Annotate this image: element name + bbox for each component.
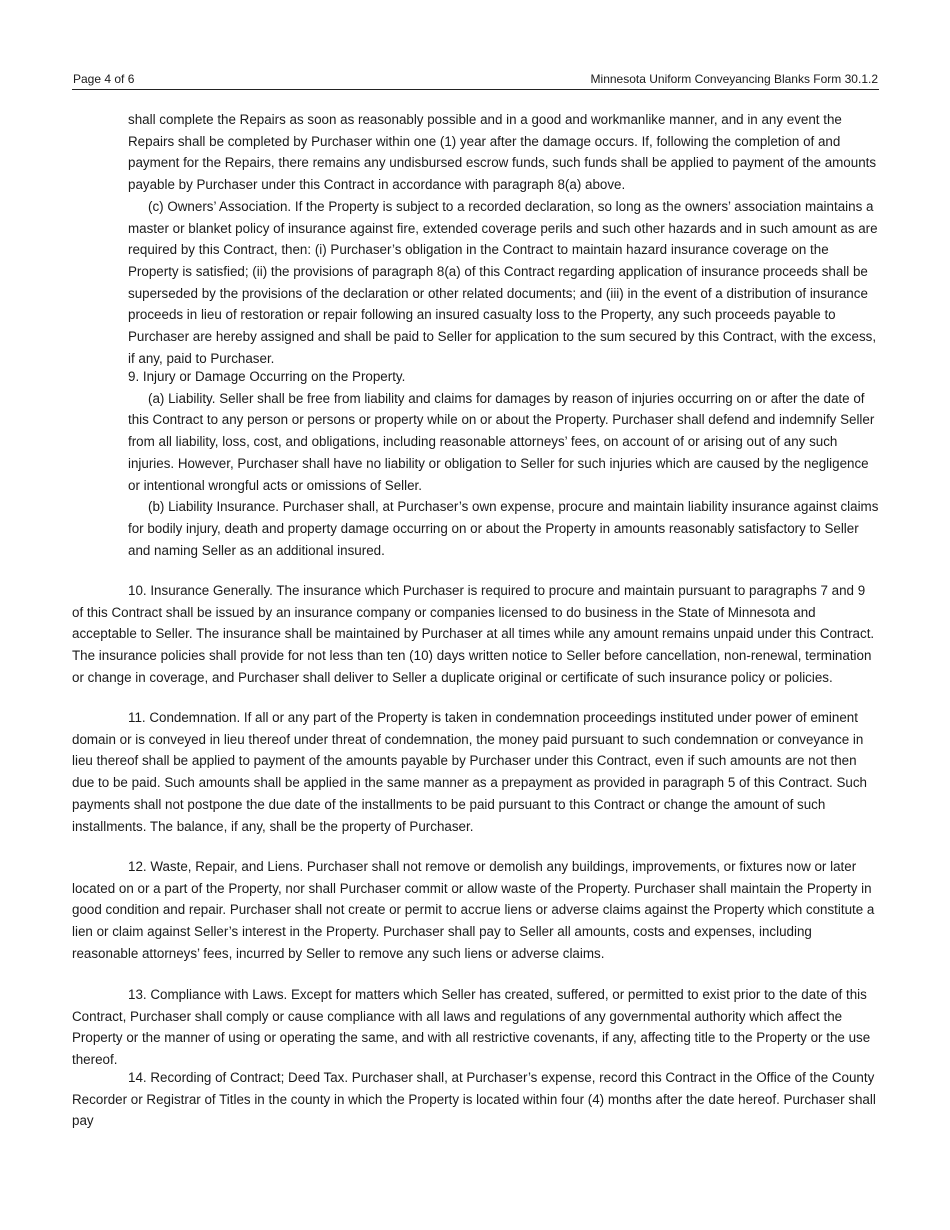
section-9-heading: 9. Injury or Damage Occurring on the Property. [128,369,406,384]
section-12-waste-repair-liens: 12. Waste, Repair, and Liens. Purchaser shall not remove or demolish any buildings, improvements, or fixtures now or later located on or a part of the Property, nor shall Purchaser commit or allow waste of the Property. Purchaser shall maintain the Property in good condition and repair. Purchaser shall not create or permit to accrue liens or adverse claims against the Property which constitute a lien or claim against Seller’s interest in the Property. Purchaser shall pay to Seller all amounts, costs and expenses, including reasonable attorneys’ fees, incurred by Seller to remove any such liens or adverse claims. [72,859,875,961]
section-9b-liability-insurance: (b) Liability Insurance. Purchaser shall, at Purchaser’s own expense, procure and maintain liability insurance against claims for bodily injury, death and property damage occurring on or about the Property in amounts reasonably satisfactory to Seller and naming Seller as an additional insured. [128,499,879,558]
section-12 [72,856,880,965]
section-14-recording-deed-tax: 14. Recording of Contract; Deed Tax. Purchaser shall, at Purchaser’s expense, record this Contract in the Office of the County Recorder or Registrar of Titles in the county in which the Property is located within four (4) months after the date hereof. Purchaser shall pay [72,1070,876,1129]
form-title: Minnesota Uniform Conveyancing Blanks Form 30.1.2 [590,72,878,86]
section-9 [128,366,880,561]
page-number: Page 4 of 6 [73,72,135,86]
section-11 [72,707,880,837]
page-header [72,70,879,90]
section-10-insurance-generally: 10. Insurance Generally. The insurance which Purchaser is required to procure and maintain pursuant to paragraphs 7 and 9 of this Contract shall be issued by an insurance company or companies licensed to do business in the State of Minnesota and acceptable to Seller. The insurance shall be maintained by Purchaser at all times while any amount remains unpaid under this Contract. The insurance policies shall provide for not less than ten (10) days written notice to Seller before cancellation, non-renewal, termination or change in coverage, and Purchaser shall deliver to Seller a duplicate original or certificate of such insurance policy or policies. [72,583,875,685]
section-13 [72,984,880,1071]
section-10 [72,580,880,689]
section-8-continued [128,109,880,369]
section-11-condemnation: 11. Condemnation. If all or any part of the Property is taken in condemnation proceedings instituted under power of eminent domain or is conveyed in lieu thereof under threat of condemnation, the money paid pursuant to such condemnation or conveyance in lieu thereof shall be applied to payment of the amounts payable by Purchaser under this Contract, even if such amounts are not then due to be paid. Such amounts shall be applied in the same manner as a prepayment as provided in paragraph 5 of this Contract. Such payments shall not postpone the due date of the installments to be paid pursuant to this Contract or change the amount of such installments. The balance, if any, shall be the property of Purchaser. [72,710,867,834]
section-8-continuation-text: shall complete the Repairs as soon as reasonably possible and in a good and workmanlike manner, and in any event the Repairs shall be completed by Purchaser within one (1) year after the damage occurs. If, following the completion of and payment for the Repairs, there remains any undisbursed escrow funds, such funds shall be applied to payment of the amounts payable by Purchaser under this Contract in accordance with paragraph 8(a) above. [128,112,877,193]
section-9a-liability: (a) Liability. Seller shall be free from liability and claims for damages by reason of injuries occurring on or after the date of this Contract to any person or persons or property while on or about the Property. Purchaser shall defend and indemnify Seller from all liability, loss, cost, and obligations, including reasonable attorneys’ fees, on account of or arising out of any such injuries. However, Purchaser shall have no liability or obligation to Seller for such injuries which are caused by the negligence or intentional wrongful acts or omissions of Seller. [128,390,875,493]
section-8c-owners-association: (c) Owners’ Association. If the Property is subject to a recorded declaration, so long as the owners’ association maintains a master or blanket policy of insurance against fire, extended coverage perils and such other hazards and in such amount as are required by this Contract, then: (i) Purchaser’s obligation in the Contract to maintain hazard insurance coverage on the Property is satisfied; (ii) the provisions of paragraph 8(a) of this Contract regarding application of insurance proceeds shall be superseded by the provisions of the declaration or other related documents; and (iii) in the event of a distribution of insurance proceeds in lieu of restoration or repair following an insured casualty loss to the Property, any such proceeds payable to Purchaser are hereby assigned and shall be paid to Seller for application to the sum secured by this Contract, with the excess, if any, paid to Purchaser. [128,198,878,366]
section-14 [72,1067,880,1132]
section-13-compliance-with-laws: 13. Compliance with Laws. Except for matters which Seller has created, suffered, or permitted to exist prior to the date of this Contract, Purchaser shall comply or cause compliance with all laws and regulations of any governmental authority which affect the Property or the manner of using or operating the same, and with all restrictive covenants, if any, affecting title to the Property or the use thereof. [72,987,871,1068]
